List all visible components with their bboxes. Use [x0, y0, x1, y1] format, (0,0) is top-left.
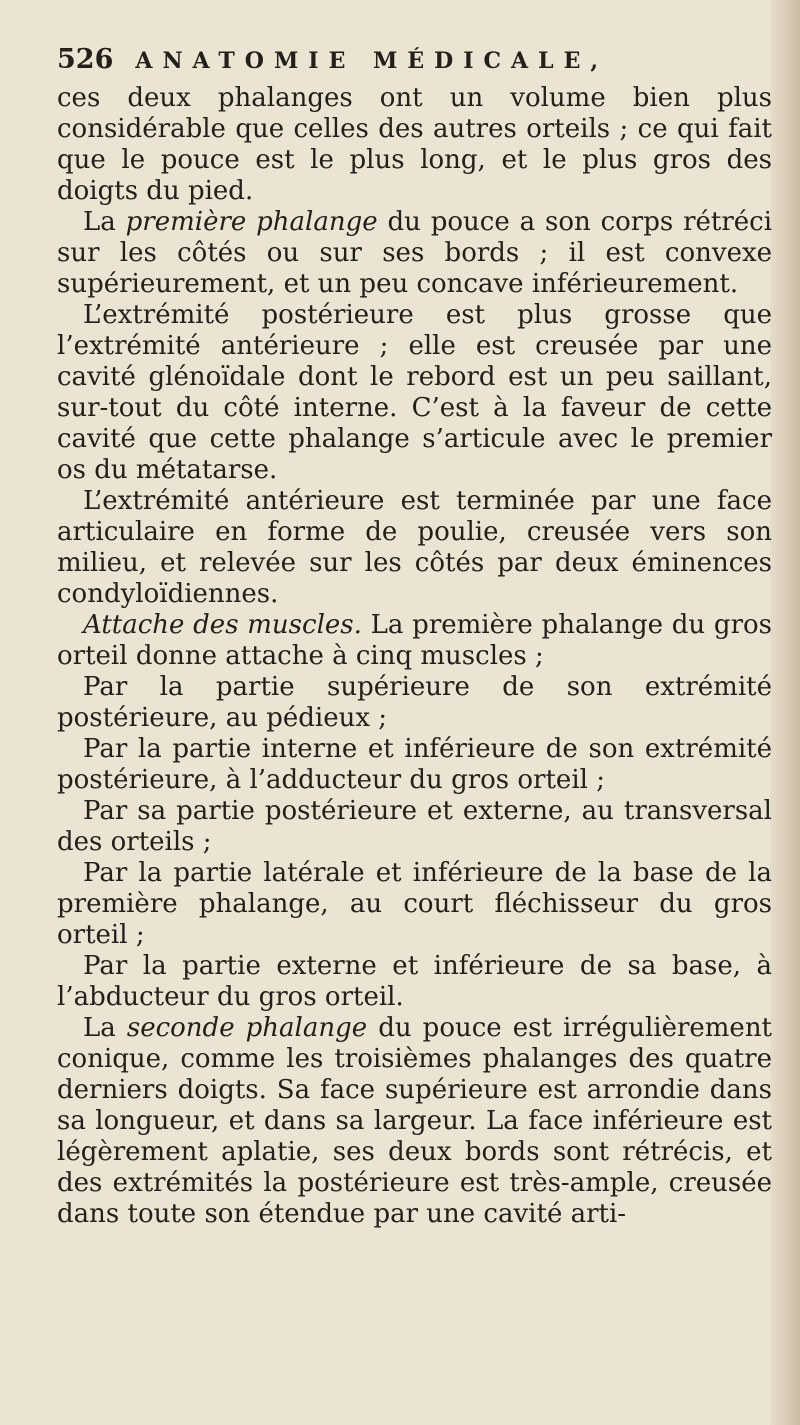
section-heading-italic: Attache des muscles. [83, 610, 362, 640]
paragraph [57, 796, 772, 858]
paragraph-text: La première phalange du gros orteil donne attache à cinq muscles ; [57, 610, 772, 671]
paragraph-text: du pouce a son corps rétréci sur les côtés ou sur ses bords ; il est convexe supérieurement, et un peu concave inférieurement. [57, 207, 773, 299]
page-content [57, 44, 772, 1230]
paragraph-text: Par la partie latérale et inférieure de la base de la première phalange, au court fléchisseur du gros orteil ; [57, 858, 772, 950]
paragraph [57, 951, 772, 1013]
paragraph [57, 672, 772, 734]
page-header [57, 44, 772, 75]
paragraph-text: Par la partie supérieure de son extrémité postérieure, au pédieux ; [57, 672, 772, 733]
paragraph-text: du pouce est irrégulièrement conique, comme les troisièmes phalanges des quatre derniers doigts. Sa face supérieure est arrondie dans sa longueur, et dans sa largeur. La face inférieure est légèrement aplatie, ses deux bords sont rétrécis, et des extrémités la postérieure est très-ample, creusée dans toute son étendue par une cavité arti- [57, 1013, 773, 1229]
paragraph-italic-term: seconde phalange [126, 1013, 368, 1043]
paragraph [57, 858, 772, 951]
paragraph [57, 734, 772, 796]
paragraph-text: Par sa partie postérieure et externe, au transversal des orteils ; [57, 796, 772, 857]
paragraph-text: L’extrémité antérieure est terminée par une face articulaire en forme de poulie, creusée vers son milieu, et relevée sur les côtés par deux éminences condyloïdiennes. [57, 486, 772, 609]
paragraph-text: Par la partie interne et inférieure de son extrémité postérieure, à l’adducteur du gros orteil ; [57, 734, 772, 795]
paragraph-text: L’extrémité postérieure est plus grosse que l’extrémité antérieure ; elle est creusée par une cavité glénoïdale dont le rebord est un peu saillant, sur-tout du côté interne. C’est à la faveur de cette cavité que cette phalange s’articule avec le premier os du métatarse. [57, 300, 772, 485]
paragraph-lead: La [83, 207, 116, 237]
paragraph-text: Par la partie externe et inférieure de sa base, à l’abducteur du gros orteil. [57, 951, 772, 1012]
paragraph [57, 300, 772, 486]
page-number: 526 [57, 44, 114, 75]
paragraph [57, 486, 772, 610]
body-text [57, 83, 772, 1230]
paragraph [57, 610, 772, 672]
paragraph [57, 207, 772, 300]
running-head: ANATOMIE MÉDICALE, [135, 48, 608, 74]
paragraph-italic-term: première phalange [125, 207, 378, 237]
paragraph-text: ces deux phalanges ont un volume bien plus considérable que celles des autres orteils ; ce qui fait que le pouce est le plus long, et le plus gros des doigts du pied. [57, 83, 772, 206]
page-edge-shadow [770, 0, 800, 1425]
paragraph [57, 1013, 772, 1230]
paragraph [57, 83, 772, 207]
paragraph-lead: La [83, 1013, 116, 1043]
